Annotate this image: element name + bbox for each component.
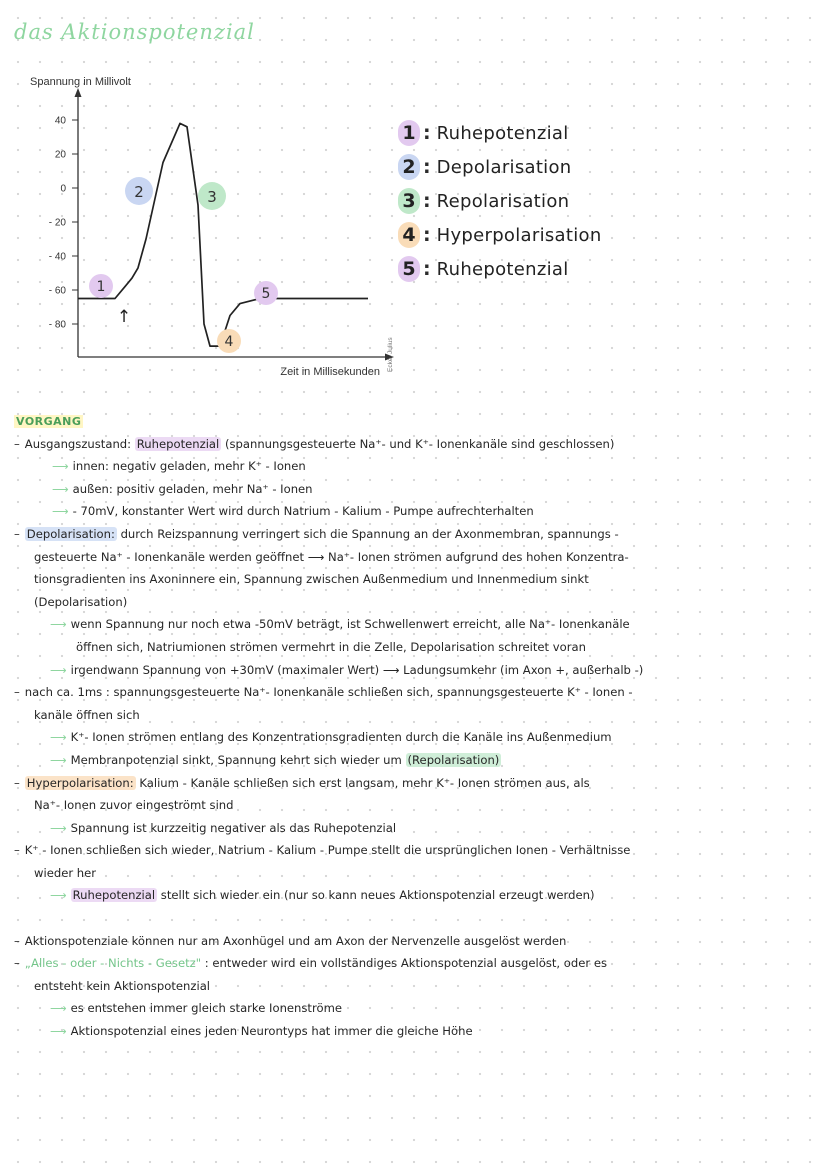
phase-marker-label: 5 — [261, 286, 271, 302]
note-line: – nach ca. 1ms : spannungsgesteuerte Na⁺- Ionenkanäle schließen sich, spannungsgesteuerte K⁺ - Ionen - — [14, 685, 633, 700]
note-line: wieder her — [34, 865, 97, 880]
y-tick-label: - 20 — [48, 217, 66, 229]
notes-section — [14, 410, 819, 1043]
note-line: tionsgradienten ins Axoninnere ein, Spannung zwischen Außenmedium und Innenmedium sinkt — [34, 572, 589, 587]
phase-marker-label: 3 — [207, 188, 217, 206]
note-line: ⟶ es entstehen immer gleich starke Ionenströme — [50, 1001, 343, 1016]
section-heading: VORGANG — [16, 415, 82, 428]
highlight: Depolarisation: — [26, 526, 115, 541]
y-tick-group — [49, 116, 78, 331]
arrow-icon: ⟶ — [50, 662, 67, 677]
y-tick-label: 40 — [54, 115, 66, 127]
arrow-icon: ⟶ — [52, 481, 69, 496]
arrow-icon: ⟶ — [50, 888, 67, 903]
highlight: Ruhepotenzial — [72, 888, 156, 903]
legend-item: 3 : Repolarisation — [398, 184, 602, 218]
y-tick-label: - 40 — [48, 251, 66, 263]
note-line: – „Alles - oder - Nichts - Gesetz" : entweder wird ein vollständiges Aktionspotenzial ausgelöst, oder es — [14, 956, 608, 971]
arrow-icon: ⟶ — [50, 1024, 67, 1039]
y-tick-label: - 60 — [48, 285, 66, 297]
note-line: ⟶ Membranpotenzial sinkt, Spannung kehrt sich wieder um (Repolarisation) — [50, 752, 500, 767]
chart-credit: Ecke, Julius — [387, 337, 394, 372]
note-line: – Hyperpolarisation: Kalium - Kanäle schließen sich erst langsam, mehr K⁺- Ionen strömen aus, als — [14, 775, 590, 790]
legend-label: Ruhepotenzial — [436, 258, 569, 280]
chart-y-axis-label: Spannung in Millivolt — [30, 76, 131, 88]
note-line: ⟶ wenn Spannung nur noch etwa -50mV beträgt, ist Schwellenwert erreicht, alle Na⁺- Ionenkanäle — [50, 617, 630, 632]
phase-marker-3 — [198, 182, 226, 210]
phase-marker-label: 2 — [134, 183, 144, 201]
note-line: (Depolarisation) — [34, 594, 128, 609]
highlight: Ruhepotenzial — [136, 436, 220, 451]
legend-item: 4 : Hyperpolarisation — [398, 218, 602, 252]
note-line: ⟶ außen: positiv geladen, mehr Na⁺ - Ionen — [52, 481, 313, 496]
phase-marker-label: 4 — [224, 334, 234, 350]
note-line: – Depolarisation: durch Reizspannung verringert sich die Spannung an der Axonmembran, spannungs - — [14, 526, 619, 541]
law-name: „Alles - oder - Nichts - Gesetz" — [24, 956, 202, 971]
legend-number: 1 — [398, 120, 420, 146]
arrow-icon: ⟶ — [50, 1001, 67, 1016]
arrow-icon: ⟶ — [52, 459, 69, 474]
page-title: das Aktionspotenzial — [14, 20, 255, 44]
y-tick-label: 20 — [54, 149, 66, 161]
legend-label: Depolarisation — [436, 156, 572, 178]
note-line: ⟶ irgendwann Spannung von +30mV (maximaler Wert) ⟶ Ladungsumkehr (im Axon +, außerhalb -) — [50, 662, 644, 677]
note-line: gesteuerte Na⁺ - Ionenkanäle werden geöffnet ⟶ Na⁺- Ionen strömen aufgrund des hohen Konzentra- — [34, 549, 629, 564]
note-line: – Ausgangszustand: Ruhepotenzial (spannungsgesteuerte Na⁺- und K⁺- Ionenkanäle sind geschlossen) — [14, 436, 615, 451]
legend-item: 1 : Ruhepotenzial — [398, 116, 602, 150]
phase-marker-4 — [217, 329, 241, 353]
note-line: ⟶ innen: negativ geladen, mehr K⁺ - Ionen — [52, 459, 306, 474]
y-tick-label: 0 — [60, 183, 66, 195]
note-line: ⟶ Spannung ist kurzzeitig negativer als das Ruhepotenzial — [50, 820, 397, 835]
phase-marker-5 — [254, 281, 278, 305]
legend-item: 5 : Ruhepotenzial — [398, 252, 602, 286]
note-line: öffnen sich, Natriumionen strömen vermehrt in die Zelle, Depolarisation schreitet voran — [76, 639, 586, 654]
stimulus-arrow: ↑ — [116, 307, 132, 327]
legend-number: 3 — [398, 188, 420, 214]
legend-number: 5 — [398, 256, 420, 282]
phase-marker-2 — [125, 177, 153, 205]
note-line: ⟶ Ruhepotenzial stellt sich wieder ein (nur so kann neues Aktionspotenzial erzeugt werden) — [50, 888, 595, 903]
phase-marker-1 — [89, 274, 113, 298]
arrow-icon: ⟶ — [50, 820, 67, 835]
legend-item: 2 : Depolarisation — [398, 150, 602, 184]
legend-label: Repolarisation — [436, 190, 570, 212]
phase-marker-label: 1 — [96, 279, 106, 295]
note-line: ⟶ K⁺- Ionen strömen entlang des Konzentrationsgradienten durch die Kanäle ins Außenmedium — [50, 730, 612, 745]
arrow-icon: ⟶ — [50, 752, 67, 767]
note-line: entsteht kein Aktionspotenzial — [34, 978, 211, 993]
note-line: Na⁺- Ionen zuvor eingeströmt sind — [34, 798, 234, 813]
chart-x-axis-label: Zeit in Millisekunden — [280, 366, 380, 378]
note-line: – K⁺ - Ionen schließen sich wieder, Natrium - Kalium - Pumpe stellt die ursprünglichen Ionen - Verhältnisse — [14, 843, 631, 858]
arrow-icon: ⟶ — [50, 617, 67, 632]
legend-number: 4 — [398, 222, 420, 248]
highlight: (Repolarisation) — [407, 752, 500, 767]
y-axis-arrowhead — [75, 88, 82, 97]
y-tick-label: - 80 — [48, 319, 66, 331]
arrow-icon: ⟶ — [52, 504, 69, 519]
phase-legend — [398, 116, 602, 286]
note-line: – Aktionspotenziale können nur am Axonhügel und am Axon der Nervenzelle ausgelöst werden — [14, 933, 567, 948]
highlight: Hyperpolarisation: — [26, 775, 134, 790]
note-line: ⟶ Aktionspotenzial eines jeden Neurontyps hat immer die gleiche Höhe — [50, 1024, 473, 1039]
legend-label: Ruhepotenzial — [436, 122, 569, 144]
arrow-icon: ⟶ — [50, 730, 67, 745]
legend-label: Hyperpolarisation — [436, 224, 602, 246]
note-line: kanäle öffnen sich — [34, 707, 140, 722]
legend-number: 2 — [398, 154, 420, 180]
note-line: ⟶ - 70mV, konstanter Wert wird durch Natrium - Kalium - Pumpe aufrechterhalten — [52, 504, 534, 519]
